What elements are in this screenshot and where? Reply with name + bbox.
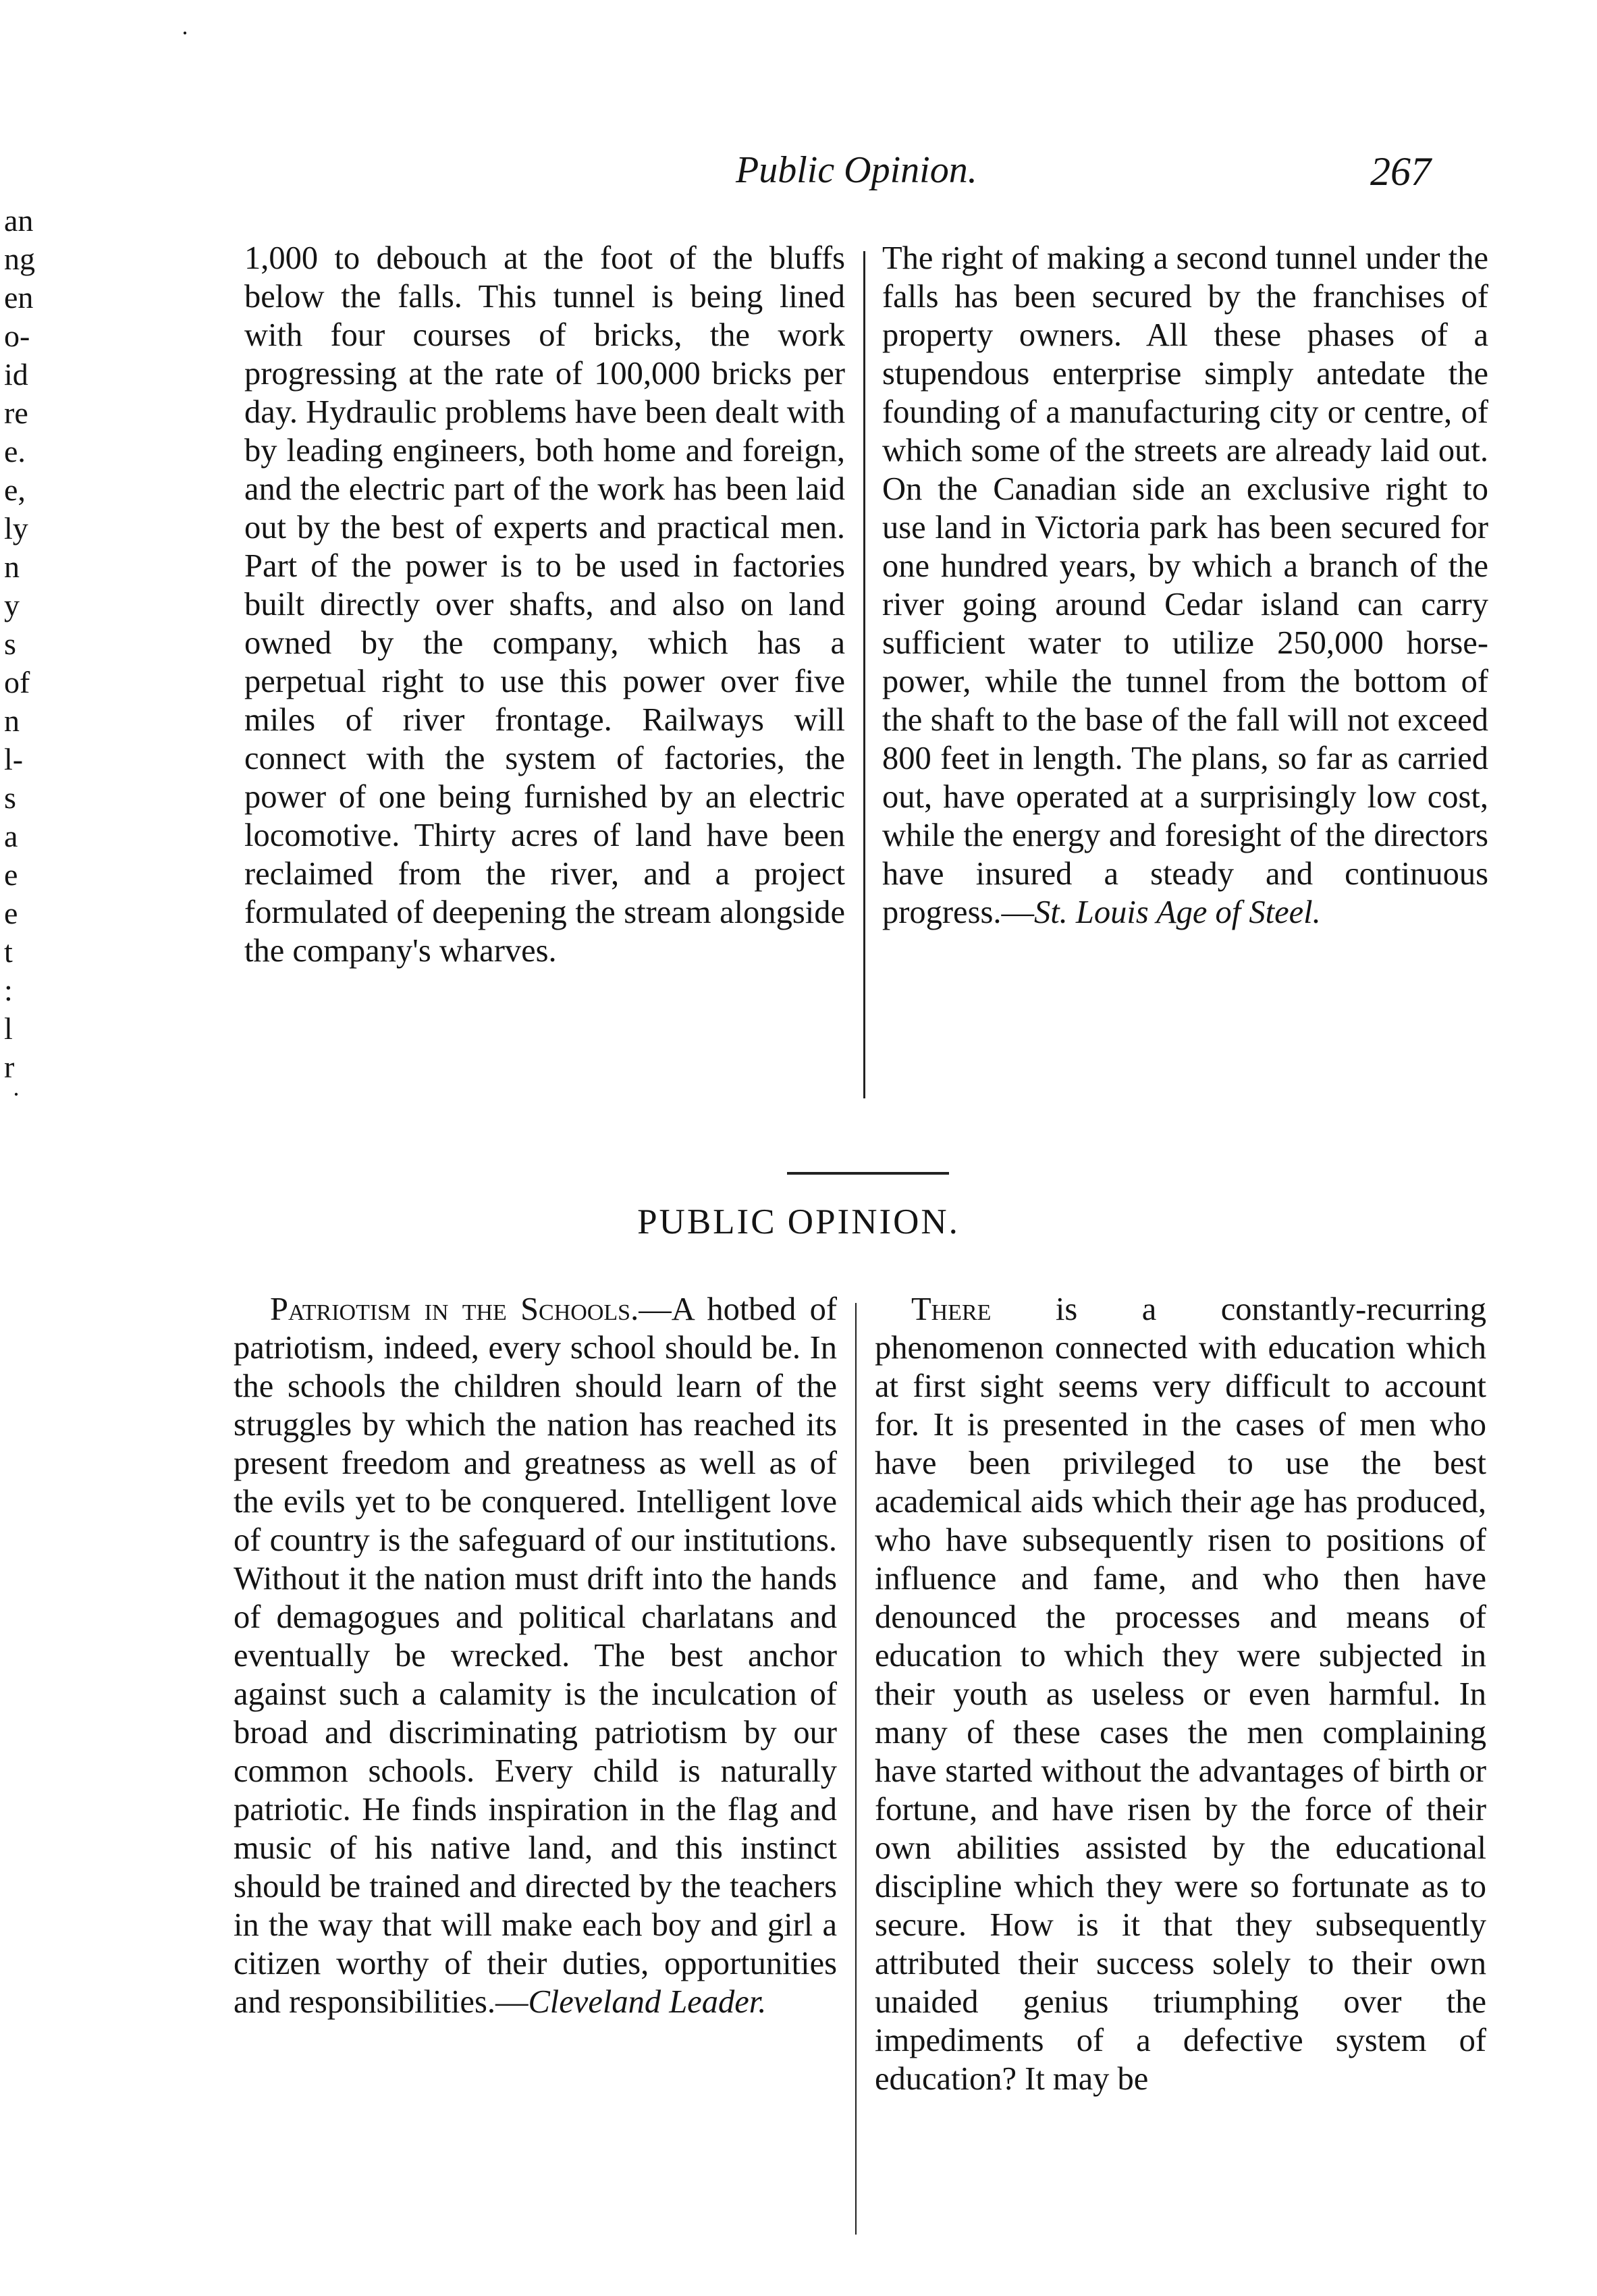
- bleed-fragment: re: [4, 396, 28, 430]
- bleed-fragment: l-: [4, 742, 24, 776]
- patriotism-heading-dash: —: [639, 1291, 672, 1327]
- bleed-fragment: y: [4, 588, 20, 622]
- patriotism-source-dash: —: [495, 1984, 529, 2020]
- bleed-fragment: ng: [4, 242, 35, 276]
- patriotism-source: Cleveland Leader.: [528, 1984, 767, 2020]
- bleed-fragment: a: [4, 819, 18, 853]
- section-divider-rule: [787, 1172, 949, 1175]
- education-article-column: [875, 1290, 1486, 2098]
- patriotism-article-column: [234, 1290, 837, 2021]
- section-title: PUBLIC OPINION.: [637, 1202, 960, 1242]
- patriotism-body: A hotbed of patriotism, indeed, every school should be. In the schools the children should learn of the struggles by which the nation has reached its present freedom and greatness as well as of the evils yet to be conquered. Intelligent love of country is the safeguard of our institutions. Without it the nation must drift into the hands of demagogues and political charlatans and eventually be wrecked. The best anchor against such a calamity is the inculcation of broad and discriminating patriotism by our common schools. Every child is naturally patriotic. He finds inspiration in the flag and music of his native land, and this instinct should be trained and directed by the teachers in the way that will make each boy and girl a citizen worthy of their duties, opportunities and responsibilities.: [234, 1291, 837, 2020]
- bleed-fragment: e.: [4, 434, 26, 469]
- margin-mark-top: ·: [181, 20, 189, 47]
- bleed-fragment: of: [4, 665, 30, 699]
- bleed-fragment: l: [4, 1011, 13, 1046]
- patriotism-heading: Patriotism in the Schools.: [270, 1291, 639, 1327]
- article-continued-right-body: The right of making a second tunnel under the falls has been secured by the franchises of property owners. All these phases of a stupendous enterprise simply antedate the founding of a manufacturing city or centre, of which some of the streets are already laid out. On the Canadian side an exclusive right to use land in Victoria park has been secured for one hundred years, by which a branch of the river going around Cedar island can carry sufficient water to utilize 250,000 horse-power, while the tunnel from the bottom of the shaft to the base of the fall will not exceed 800 feet in length. The plans, so far as carried out, have operated at a surprisingly low cost, while the energy and foresight of the directors have insured a steady and continuous progress.: [882, 240, 1488, 930]
- margin-mark-bottom: ·: [12, 1081, 20, 1108]
- article-continued-left-column: [244, 239, 845, 970]
- bleed-fragment: e: [4, 857, 18, 892]
- bleed-fragment: t: [4, 934, 13, 969]
- bleed-fragment: n: [4, 703, 20, 738]
- column-divider-top: [863, 251, 865, 1098]
- source-dash: —: [1001, 895, 1034, 930]
- education-lead-word: There: [911, 1291, 992, 1327]
- bleed-fragment: en: [4, 280, 34, 315]
- article-source: St. Louis Age of Steel.: [1033, 895, 1321, 930]
- bleed-fragment: r: [4, 1050, 15, 1084]
- bleed-fragment: n: [4, 550, 20, 584]
- previous-page-bleed: [4, 201, 58, 1086]
- bleed-fragment: an: [4, 203, 34, 238]
- bleed-fragment: :: [4, 973, 13, 1007]
- article-continued-left-text: 1,000 to debouch at the foot of the bluffs below the falls. This tunnel is being lined with four courses of bricks, the work progressing at the rate of 100,000 bricks per day. Hydraulic problems have been dealt with by leading engineers, both home and foreign, and the electric part of the work has been laid out by the best of experts and practical men. Part of the power is to be used in factories built directly over shafts, and also on land owned by the company, which has a perpetual right to use this power over five miles of river frontage. Railways will connect with the system of factories, the power of one being furnished by an electric locomotive. Thirty acres of land have been reclaimed from the river, and a project formulated of deepening the stream alongside the company's wharves.: [244, 240, 845, 969]
- patriotism-article-text: [234, 1290, 837, 2021]
- running-title: Public Opinion.: [736, 149, 977, 191]
- bleed-fragment: s: [4, 626, 16, 661]
- article-continued-right-column: [882, 239, 1488, 932]
- bleed-fragment: s: [4, 780, 16, 815]
- bleed-fragment: o-: [4, 319, 30, 353]
- column-divider-bottom: [855, 1303, 857, 2235]
- bleed-fragment: e,: [4, 473, 26, 507]
- bleed-fragment: ly: [4, 511, 28, 545]
- education-body: is a constantly-recurring phenomenon connected with education which at first sight seems very difficult to account for. It is presented in the cases of men who have been privileged to use the best academical aids which their age has produced, who have subsequently risen to positions of influence and fame, and who then have denounced the processes and means of education to which they were subjected in their youth as useless or even harmful. In many of these cases the men complaining have started without the advantages of birth or fortune, and have risen by the force of their own abilities assisted by the educational discipline which they were so fortunate as to secure. How is it that they subsequently attributed their success solely to their own unaided genius triumphing over the impediments of a defective system of education? It may be: [875, 1291, 1486, 2097]
- bleed-fragment: e: [4, 896, 18, 930]
- article-continued-right-text: [882, 239, 1488, 932]
- page-number: 267: [1370, 149, 1431, 194]
- bleed-fragment: id: [4, 357, 28, 392]
- education-article-text: [875, 1290, 1486, 2098]
